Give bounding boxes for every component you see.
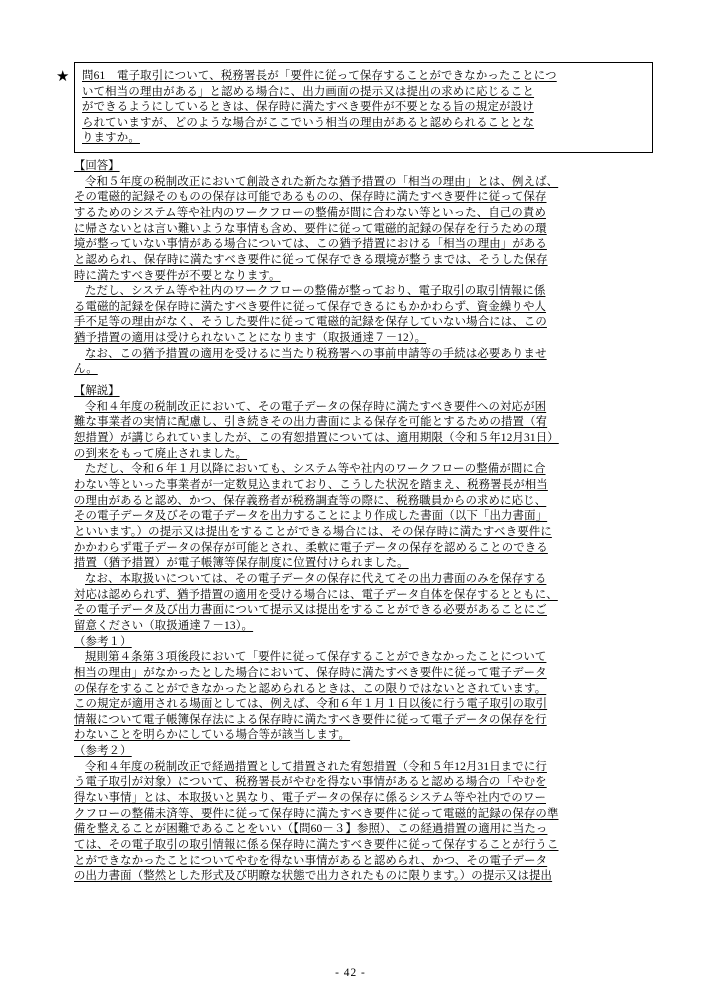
reference1-line: わないことを明らかにしている場合等が該当します。 [74,729,351,742]
reference2-line: う電子取引が対象）について、税務署長がやむを得ない事情があると認める場合の「やむを [74,776,547,789]
reference2-line: ては、その電子取引の取引情報に係る保存時に満たすべき要件に従って保存することが行うこ [74,839,559,852]
reference1-line: この規定が適用される場面としては、例えば、令和６年１月１日以後に行う電子取引の取引 [74,698,548,711]
reference2-line: 得ない事情」とは、本取扱いと異なり、電子データの保存に係るシステム等や社内でのワー [74,792,547,805]
explanation-line: の到来をもって廃止されました。 [74,447,248,460]
answer-line: る電磁的記録を保存時に満たすべき要件に従って保存できるにもかかわらず、資金繰りや人 [74,300,547,313]
explanation-line: 恕措置）が講じられていましたが、この宥恕措置については、適用期限（令和５年12月31日） [74,432,559,444]
explanation-line: その電子データ及び出力書面について提示又は提出をすることができる必要があることにご [74,604,547,617]
page-number: - 42 - [335,967,366,979]
reference1-line: 情報について電子帳簿保存法による保存時に満たすべき要件に従って電子データの保存を行 [74,713,547,726]
answer-line: 令和５年度の税制改正において創設された新たな猶予措置の「相当の理由」とは、例えば、 [85,175,559,188]
answer-body [74,175,653,379]
answer-line: ただし、システム等や社内のワークフローの整備が整っており、電子取引の取引情報に係 [85,285,546,298]
answer-line: 手不足等の理由がなく、そうした要件に従って電磁的記録を保存していない場合には、この [74,316,547,329]
answer-line: 境が整っていない事情がある場合については、この猶予措置における「相当の理由」がある [74,238,547,251]
question-line: られていますが、どのような場合がここでいう相当の理由があると認められることとな [82,116,535,129]
answer-line: と認められ、保存時に満たすべき要件に従って保存できる環境が整うまでは、そうした保存 [74,253,548,266]
answer-line: その電磁的記録そのものの保存は可能であるものの、保存時に満たすべき要件に従って保存 [74,191,547,204]
answer-line: 時に満たすべき要件が不要となります。 [74,269,281,282]
reference1-line: 相当の理由」がなかったとした場合において、保存時に満たすべき要件に従って電子データ [74,666,547,679]
explanation-line: 難な事業者の実情に配慮し、引き続きその出力書面による保存を可能とするための措置（宥 [74,416,548,429]
question-line: いて相当の理由がある」と認める場合に、出力画面の提示又は提出の求めに応じること [82,85,535,98]
star-marker: ★ [56,69,70,85]
question-line: りますか。 [82,132,140,145]
explanation-line: 留意ください（取扱通達７－13）。 [74,619,254,632]
explanation-line: その電子データ及びその電子データを出力することにより作成した書面（以下「出力書面」 [74,510,548,523]
question-line: ができるようにしているときは、保存時に満たすべき要件が不要となる旨の規定が設け [82,101,534,114]
reference1-heading: （参考１） [74,635,132,648]
reference2-line: とができなかったことについてやむを得ない事情があると認められ、かつ、その電子データ [74,854,548,867]
answer-line: なお、この猶予措置の適用を受けるに当たり税務署への事前申請等の手続は必要ありませ [85,347,547,360]
explanation-body [74,400,653,885]
answer-line: ん。 [74,363,98,376]
reference2-line: クフローの整備未済等、要件に従って保存時に満たすべき要件に従って電磁的記録の保存の準 [74,807,559,820]
explanation-line: の理由があると認め、かつ、保存義務者が税務調査等の際に、税務職員からの求めに応じ、 [74,494,547,507]
question-box [74,62,653,153]
reference1-line: 規則第４条第３項後段において「要件に従って保存することができなかったことについて [85,651,547,664]
explanation-line: なお、本取扱いについては、その電子データの保存に代えてその出力書面のみを保存する [85,572,547,585]
reference2-line: 備を整えることが困難であることをいい（【問60－３】参照）、この経過措置の適用に当たっ [74,823,548,836]
answer-line: 猶予措置の適用は受けられないことになります（取扱通達７－12）。 [74,332,427,345]
explanation-line: かかわらず電子データの保存が可能とされ、柔軟に電子データの保存を認めることのできる [74,541,548,554]
reference2-heading: （参考２） [74,745,132,758]
reference2-line: 令和４年度の税制改正で経過措置として措置された宥恕措置（令和５年12月31日までに行 [85,760,547,773]
explanation-line: わない等といった事業者が一定数見込まれており、こうした状況を踏まえ、税務署長が相当 [74,478,548,491]
reference2-line: の出力書面（整然とした形式及び明瞭な状態で出力されたものに限ります。）の提示又は提出 [74,870,553,883]
answer-line: に帰さないとは言い難いような事情も含め、要件に従って電磁的記録の保存を行うための環 [74,222,547,235]
explanation-heading: 【解説】 [74,385,120,398]
explanation-line: 対応は認められず、猶予措置の適用を受ける場合には、電子データ自体を保存するとともに、 [74,588,558,601]
question-line: 問61 電子取引について、税務署長が「要件に従って保存することができなかったことにつ [82,70,557,82]
explanation-line: といいます。）の提示又は提出をすることができる場合には、その保存時に満たすべき要件に [74,525,552,538]
explanation-line: 令和４年度の税制改正において、その電子データの保存時に満たすべき要件への対応が困 [85,400,547,413]
answer-heading: 【回答】 [74,159,120,172]
explanation-line: ただし、令和６年１月以降においても、システム等や社内のワークフローの整備が間に合 [85,463,546,476]
reference1-line: の保存をすることができなかったと認められるときは、この限りではないとされています。 [74,682,547,695]
answer-line: するためのシステム等や社内のワークフローの整備が間に合わない等といった、自己の責め [74,206,547,219]
explanation-line: 措置（猶予措置）が電子帳簿等保存制度に位置付けられました。 [74,557,409,570]
